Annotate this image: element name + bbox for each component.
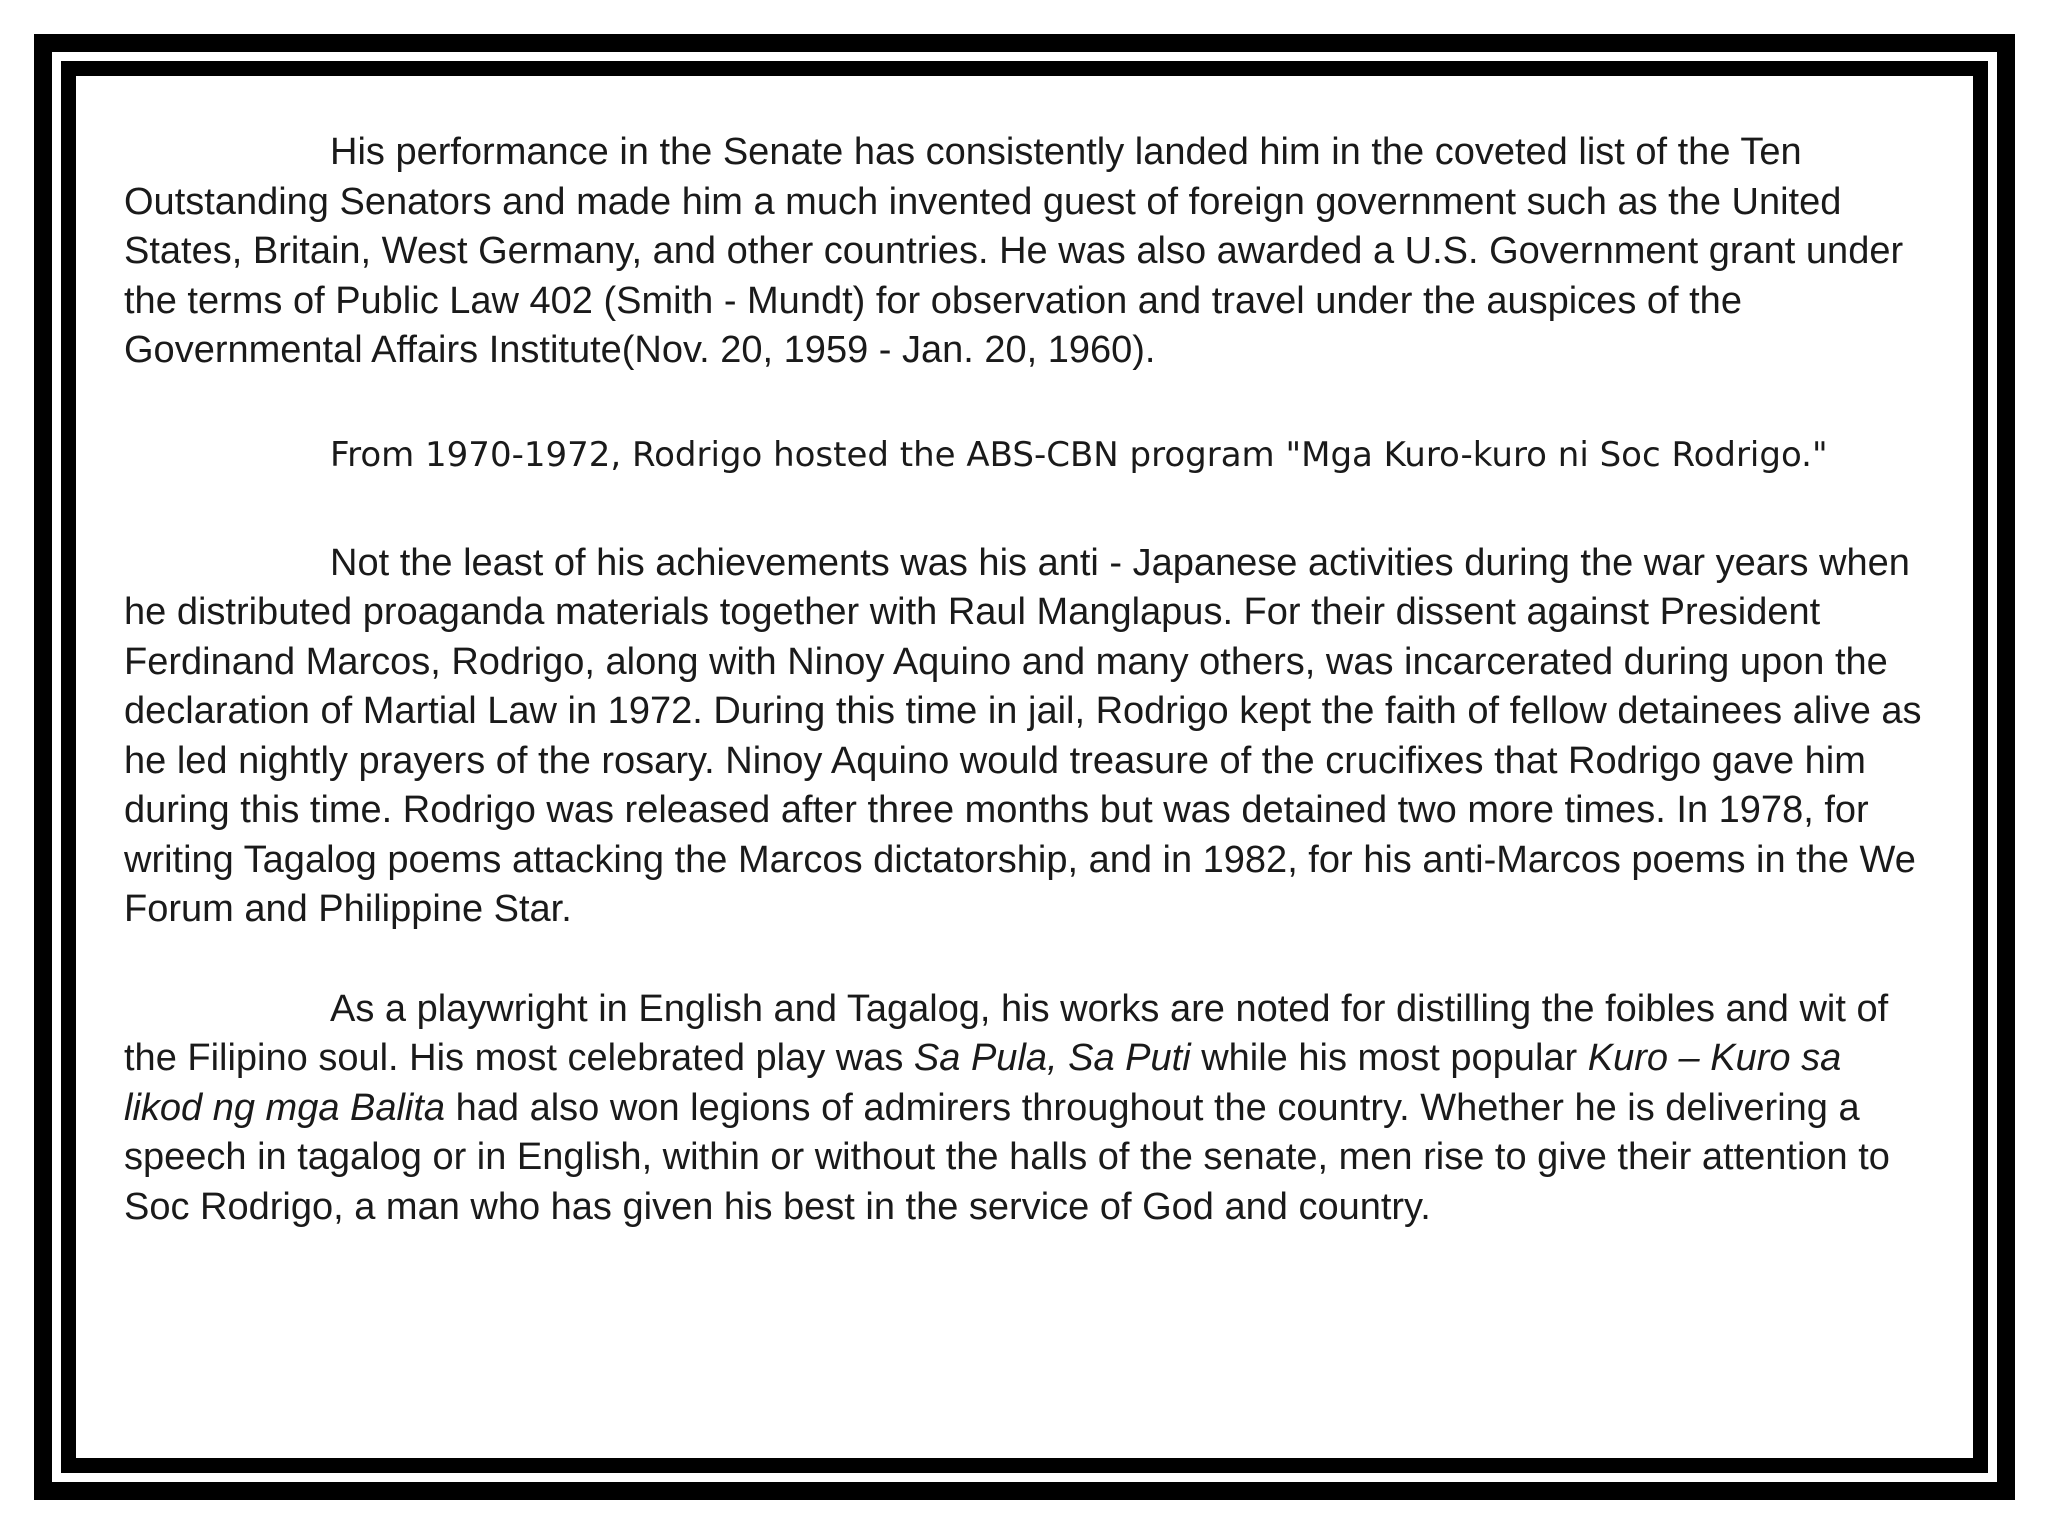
play-title-italic: Sa Pula, Sa Puti xyxy=(913,1037,1191,1079)
paragraph-playwright xyxy=(124,985,1924,1233)
show-title-italic: Kuro – Kuro sa likod ng mga Balita xyxy=(124,1037,1842,1129)
document-body xyxy=(124,128,1924,1232)
paragraph-text: Not the least of his achievements was his anti - Japanese activities during the war years when he distributed proaganda materials together with Raul Manglapus. For their dissent against President Ferdinand Marcos, Rodrigo, along with Ninoy Aquino and many others, was incarcerated during upon the declaration of Martial Law in 1972. During this time in jail, Rodrigo kept the faith of fellow detainees alive as he led nightly prayers of the rosary. Ninoy Aquino would treasure of the crucifixes that Rodrigo gave him during this time. Rodrigo was released after three months but was detained two more times. In 1978, for writing Tagalog poems attacking the Marcos dictatorship, and in 1982, for his anti-Marcos poems in the We Forum and Philippine Star. xyxy=(124,541,1922,930)
paragraph-text-part: had also won legions of admirers throughout the country. Whether he is delivering a speech in tagalog or in English, within or without the halls of the senate, men rise to give their attention to Soc Rodrigo, a man who has given his best in the service of God and country. xyxy=(124,1086,1890,1228)
paragraph-achievements xyxy=(124,539,1924,935)
paragraph-senate-performance xyxy=(124,128,1924,376)
paragraph-tv-program xyxy=(124,426,1924,484)
paragraph-text: His performance in the Senate has consistently landed him in the coveted list of the Ten Outstanding Senators and made him a much invented guest of foreign government such as the United States, Britain, West Germany, and other countries. He was also awarded a U.S. Government grant under the terms of Public Law 402 (Smith - Mundt) for observation and travel under the auspices of the Governmental Affairs Institute(Nov. 20, 1959 - Jan. 20, 1960). xyxy=(124,131,1904,371)
document-page xyxy=(76,76,1973,1458)
paragraph-text-part: As a playwright in English and Tagalog, his works are noted for distilling the foibles and wit of the Filipino soul. His most celebrated play was xyxy=(124,987,1889,1079)
paragraph-text: From 1970-1972, Rodrigo hosted the ABS-CBN program "Mga Kuro-kuro ni Soc Rodrigo." xyxy=(330,434,1828,475)
paragraph-spacer xyxy=(124,376,1924,426)
paragraph-spacer xyxy=(124,935,1924,985)
paragraph-text-part: while his most popular xyxy=(1190,1037,1588,1079)
paragraph-spacer xyxy=(124,484,1924,539)
